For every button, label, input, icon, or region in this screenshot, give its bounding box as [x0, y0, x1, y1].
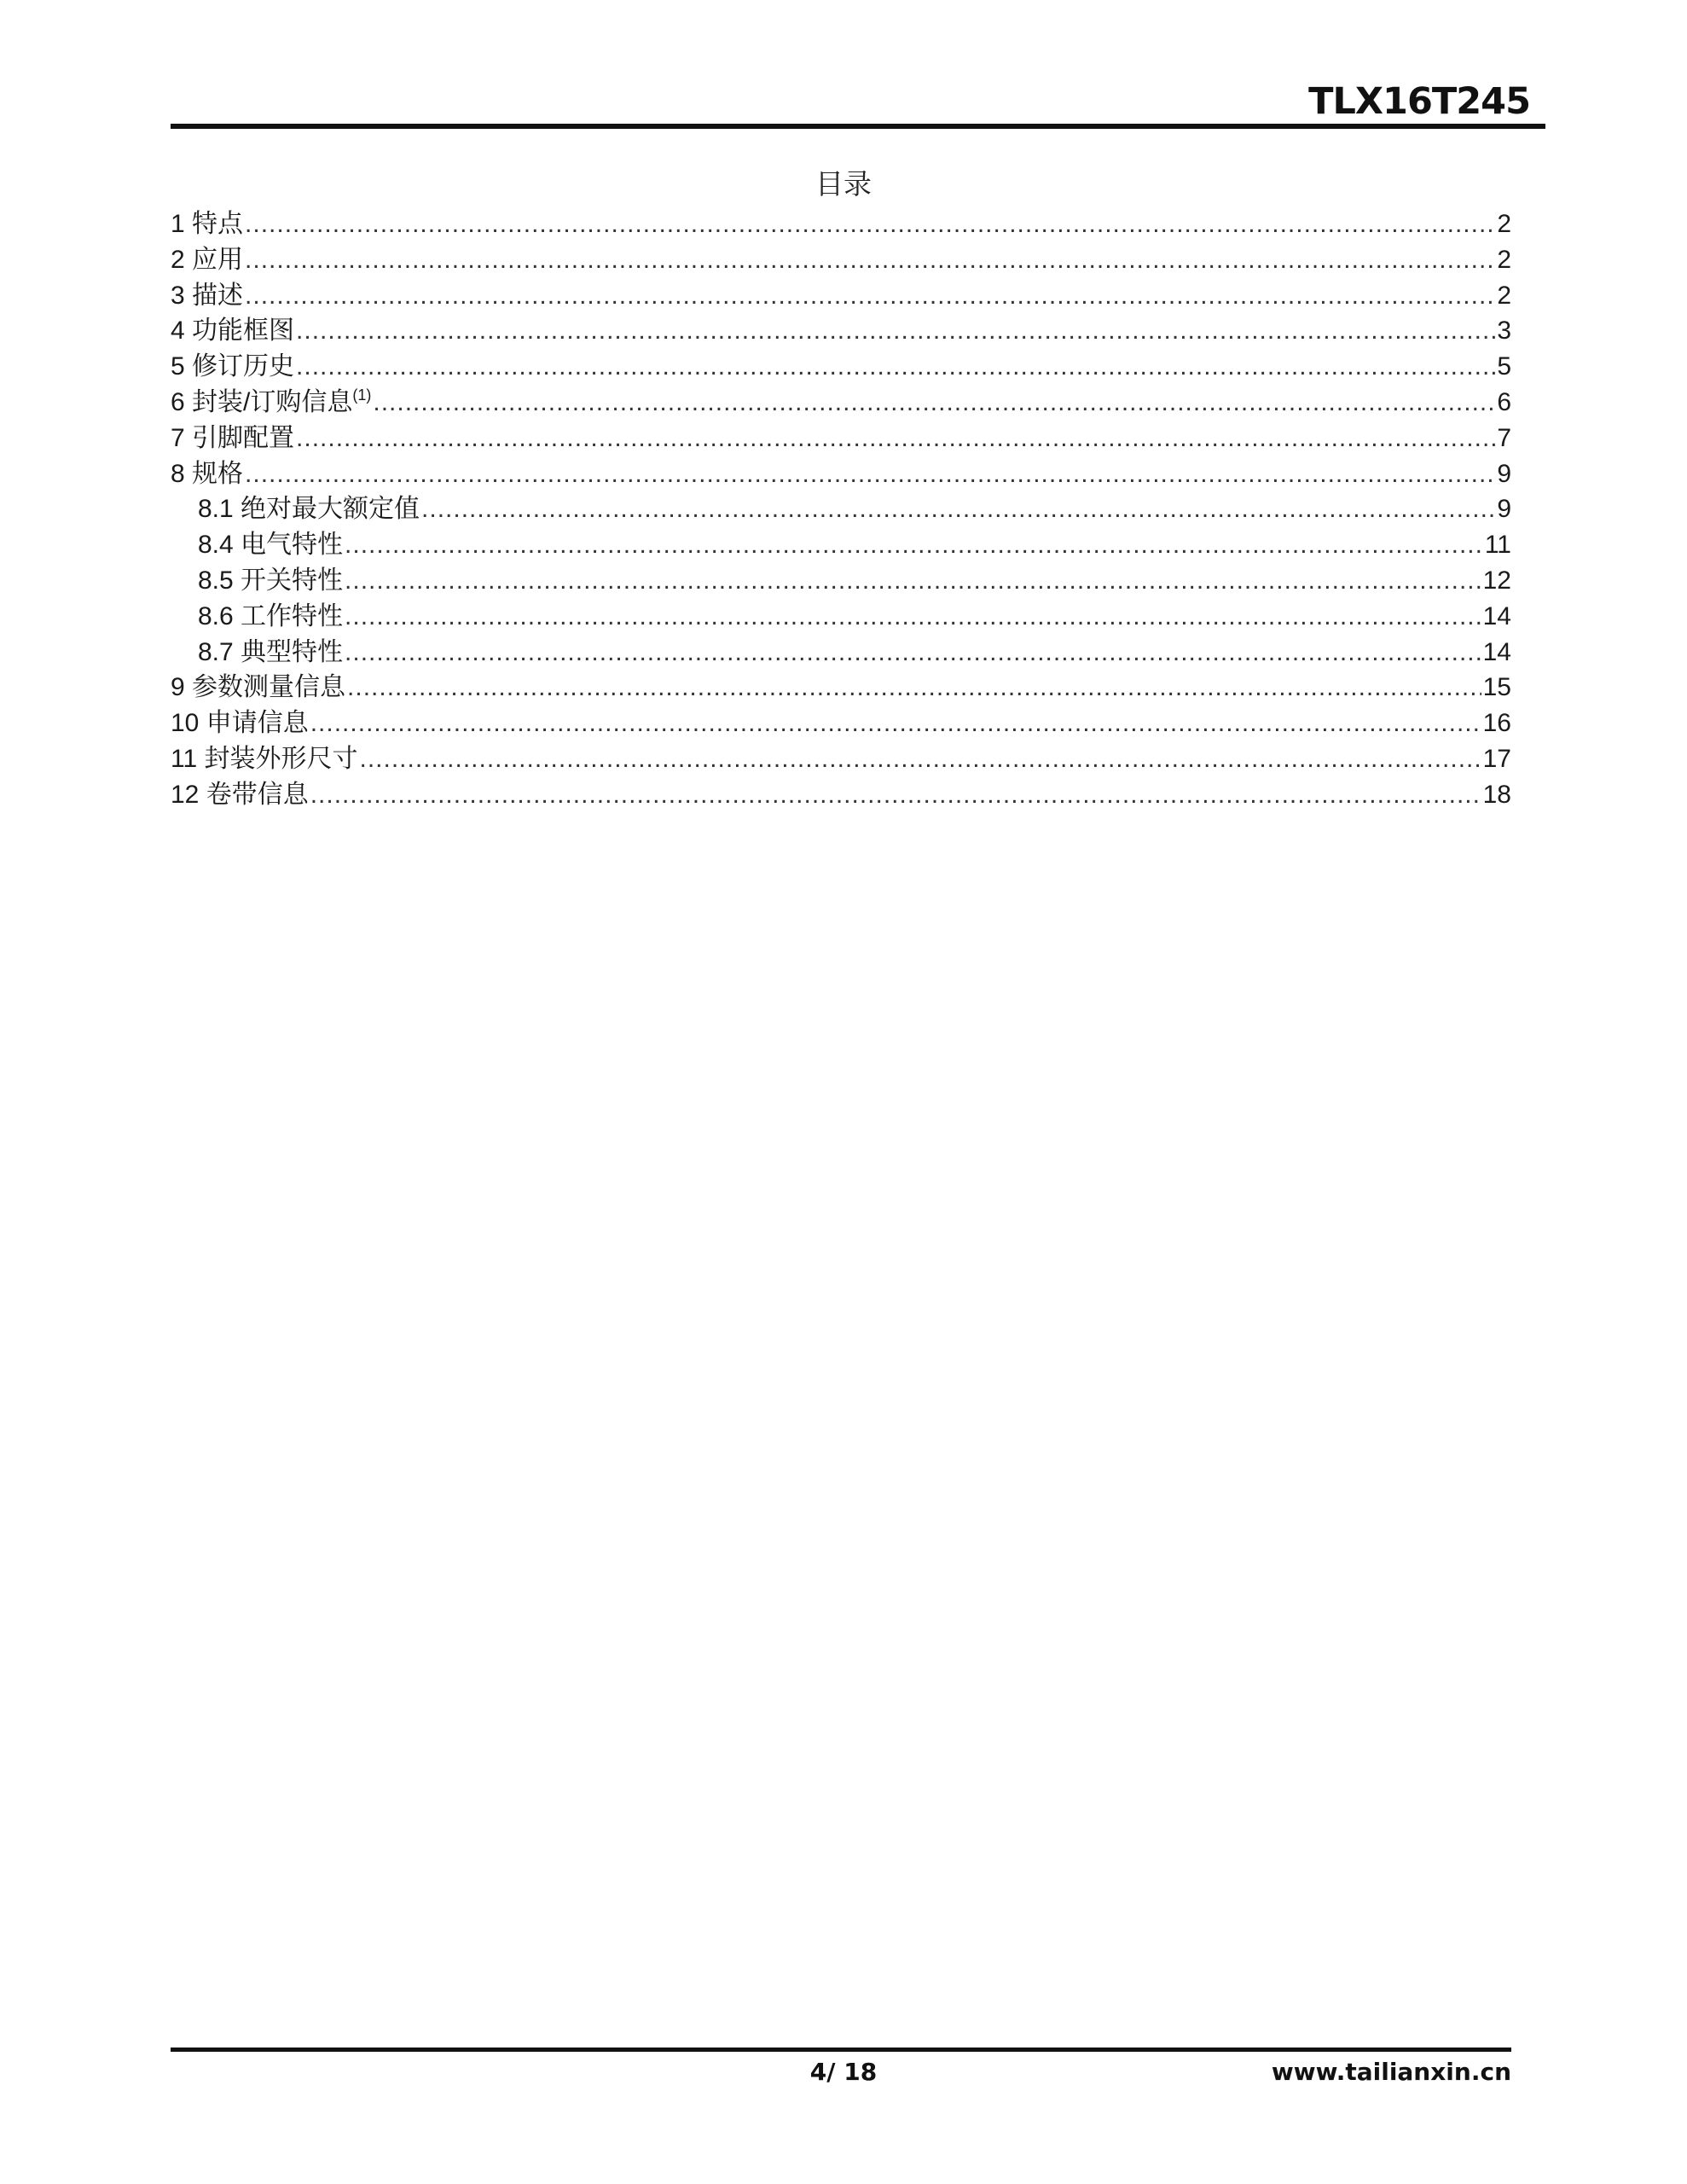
toc-entry[interactable] [171, 670, 1511, 706]
toc-entry[interactable] [171, 206, 1511, 242]
toc-leader-dots [296, 349, 1495, 385]
toc-entry-label [198, 563, 343, 599]
toc-entry-page: 14 [1482, 601, 1511, 630]
toc-leader-dots [359, 741, 1481, 777]
toc-entry-title: 8 规格 [171, 459, 244, 488]
toc-entry-title: 8.7 典型特性 [198, 637, 344, 666]
toc-entry-page: 14 [1482, 637, 1511, 666]
toc-entry-label [171, 278, 243, 314]
toc-entry-label [171, 456, 243, 492]
toc-entry-title: 3 描述 [171, 281, 244, 310]
toc-title: 目录 [815, 168, 872, 200]
toc-entry-page: 15 [1482, 673, 1511, 702]
toc-entry-label [171, 741, 357, 777]
toc-entry-label [198, 491, 420, 527]
toc-entry-footnote-ref: (1) [352, 386, 372, 404]
toc-entry-label [171, 706, 309, 741]
toc-entry-label [171, 670, 345, 706]
toc-leader-dots [245, 456, 1495, 492]
toc-entry-page: 6 [1497, 387, 1511, 416]
toc-entry[interactable] [171, 527, 1511, 563]
toc-entry-page: 12 [1482, 566, 1511, 595]
toc-entry-label [171, 206, 243, 242]
table-of-contents [171, 206, 1511, 813]
toc-entry-page: 9 [1497, 459, 1511, 488]
toc-entry-label [171, 421, 294, 456]
toc-leader-dots [296, 421, 1495, 456]
toc-entry-page: 2 [1497, 245, 1511, 274]
toc-entry-title: 8.6 工作特性 [198, 601, 344, 630]
toc-entry[interactable] [171, 456, 1511, 492]
toc-entry-title: 12 卷带信息 [171, 780, 309, 809]
toc-leader-dots [245, 242, 1495, 278]
toc-entry-label [198, 599, 343, 635]
toc-entry[interactable] [171, 278, 1511, 314]
toc-entry[interactable] [171, 706, 1511, 741]
toc-entry-title: 1 特点 [171, 210, 244, 238]
toc-entry-label [171, 385, 371, 421]
toc-entry-page: 16 [1482, 709, 1511, 738]
toc-leader-dots [345, 563, 1481, 599]
toc-entry[interactable] [171, 385, 1511, 421]
toc-entry-page: 5 [1497, 352, 1511, 381]
toc-entry-label [171, 313, 294, 349]
toc-leader-dots [310, 777, 1481, 813]
toc-entry-title: 7 引脚配置 [171, 423, 295, 452]
page-header [171, 73, 1545, 128]
toc-entry[interactable] [171, 242, 1511, 278]
part-number: TLX16T245 [1308, 80, 1530, 123]
toc-entry-label [198, 527, 343, 563]
toc-entry-label [171, 242, 243, 278]
toc-entry[interactable] [171, 741, 1511, 777]
toc-entry[interactable] [171, 349, 1511, 385]
toc-entry-page: 3 [1497, 317, 1511, 346]
toc-leader-dots [345, 527, 1483, 563]
toc-entry-page: 2 [1497, 281, 1511, 310]
toc-entry-title: 8.1 绝对最大额定值 [198, 495, 420, 524]
toc-entry-page: 9 [1497, 495, 1511, 524]
toc-entry-page: 17 [1482, 744, 1511, 773]
page-number: 4/ 18 [809, 2058, 878, 2086]
footer-rule [171, 2048, 1511, 2052]
toc-leader-dots [245, 206, 1495, 242]
toc-entry[interactable] [171, 635, 1511, 671]
toc-leader-dots [345, 599, 1481, 635]
toc-entry-page: 11 [1484, 531, 1511, 560]
toc-entry-title: 2 应用 [171, 245, 244, 274]
header-rule [171, 124, 1545, 129]
toc-entry-title: 4 功能框图 [171, 317, 295, 346]
toc-leader-dots [421, 491, 1495, 527]
toc-entry-title: 10 申请信息 [171, 709, 309, 738]
toc-entry-label [171, 349, 294, 385]
toc-entry-title: 9 参数测量信息 [171, 673, 346, 702]
toc-entry-label [198, 635, 343, 671]
toc-entry[interactable] [171, 491, 1511, 527]
toc-entry-page: 2 [1497, 210, 1511, 238]
toc-entry-title: 5 修订历史 [171, 352, 295, 381]
toc-entry[interactable] [171, 777, 1511, 813]
toc-entry[interactable] [171, 563, 1511, 599]
toc-leader-dots [345, 635, 1481, 671]
toc-entry-title: 11 封装外形尺寸 [171, 744, 358, 773]
toc-entry-title: 8.4 电气特性 [198, 531, 344, 560]
toc-leader-dots [296, 313, 1495, 349]
website-link[interactable]: www.tailianxin.cn [1271, 2058, 1511, 2086]
toc-entry-label [171, 777, 309, 813]
toc-leader-dots [347, 670, 1481, 706]
toc-entry-title: 6 封装/订购信息 [171, 387, 353, 416]
toc-entry-page: 7 [1497, 423, 1511, 452]
toc-entry[interactable] [171, 421, 1511, 456]
toc-leader-dots [373, 385, 1495, 421]
toc-entry-page: 18 [1482, 780, 1511, 809]
toc-entry[interactable] [171, 599, 1511, 635]
toc-leader-dots [310, 706, 1481, 741]
toc-leader-dots [245, 278, 1495, 314]
toc-entry[interactable] [171, 313, 1511, 349]
toc-entry-title: 8.5 开关特性 [198, 566, 344, 595]
